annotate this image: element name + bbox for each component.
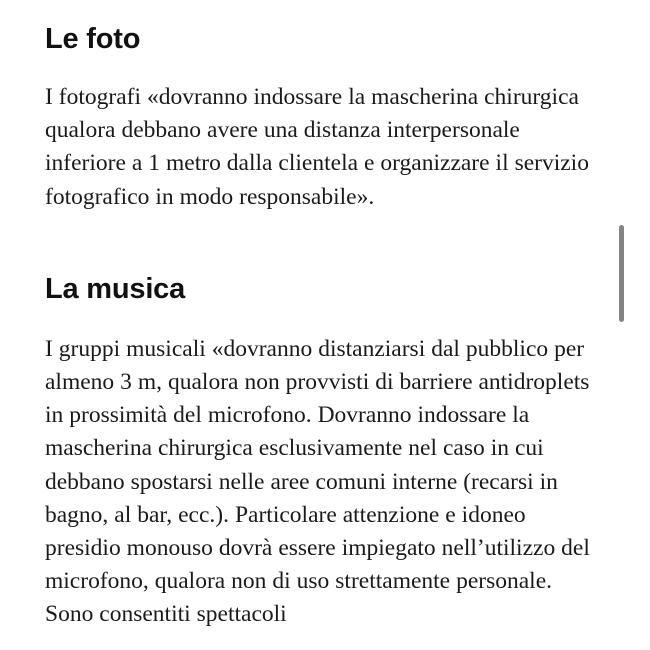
section-paragraph-la-musica: I gruppi musicali «dovranno distanziarsi dal pubblico per almeno 3 m, qualora non provvisti di barriere antidroplets in prossimità del microfono. Dovranno indossare la mascherina chirurgica esclusivamente nel caso in cui debbano spostarsi nelle aree comuni interne (recarsi in bagno, al bar, ecc.). Particolare attenzione e idoneo presidio monouso dovrà essere impiegato nell’utilizzo del microfono, qualora non di uso strettamente personale. Sono consentiti spettacoli — [45, 335, 590, 628]
section-paragraph-le-foto: I fotografi «dovranno indossare la mascherina chirurgica qualora debbano avere una distanza interpersonale inferiore a 1 metro dalla clientela e organizzare il servizio fotografico in modo responsabile». — [45, 84, 589, 210]
scrollbar-thumb[interactable] — [619, 225, 624, 322]
article-content — [45, 0, 597, 632]
section-heading-le-foto: Le foto — [45, 23, 141, 55]
section-heading-la-musica: La musica — [45, 272, 186, 305]
vertical-scrollbar[interactable] — [616, 0, 628, 650]
